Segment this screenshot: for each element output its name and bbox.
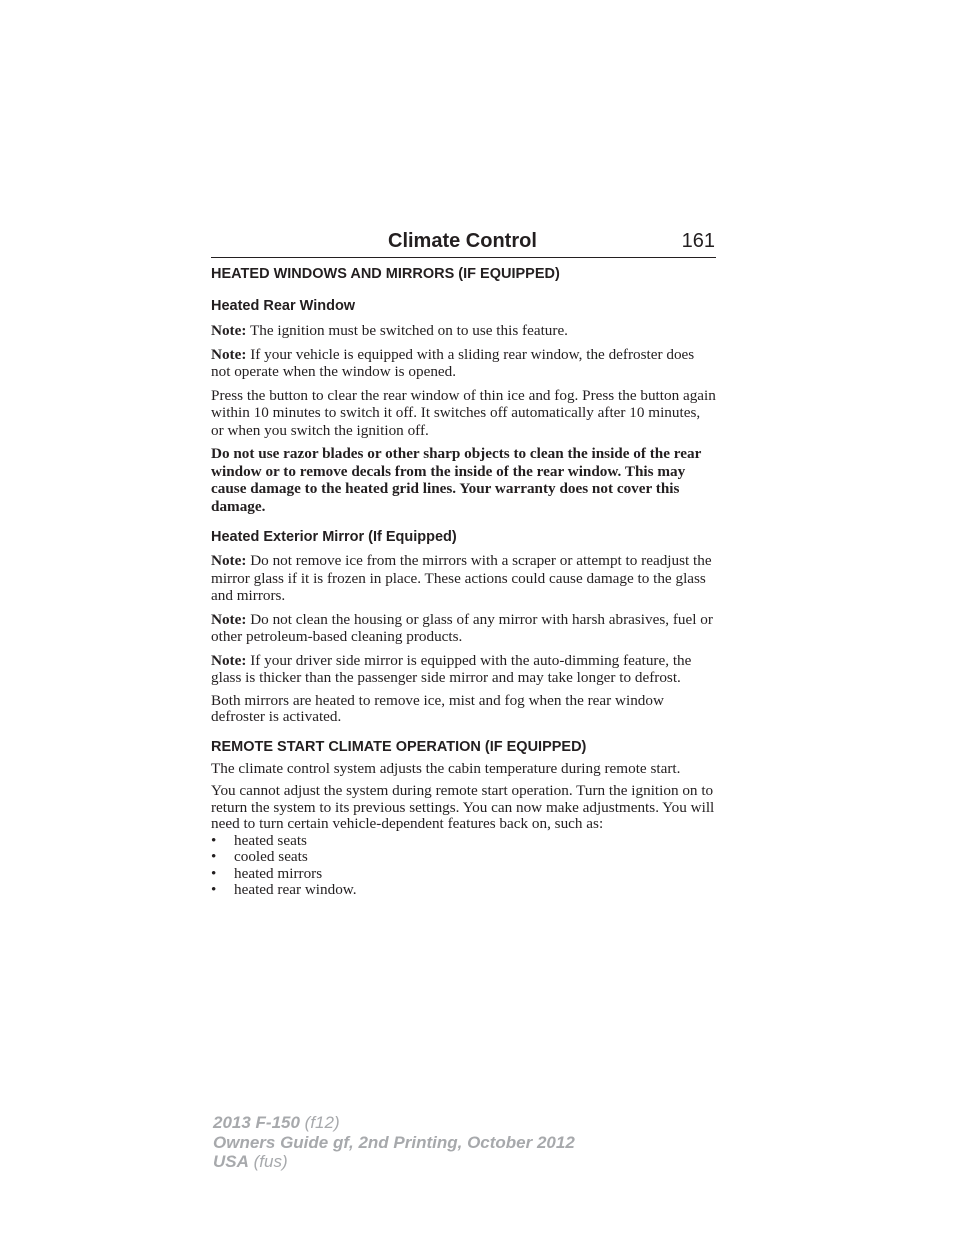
list-item xyxy=(211,833,716,850)
running-header xyxy=(211,228,716,258)
note-sliding-window xyxy=(211,346,716,381)
list-item xyxy=(211,849,716,866)
note-text: If your vehicle is equipped with a sliding rear window, the defroster does not operate when the window is opened. xyxy=(211,345,695,380)
footer-line-country xyxy=(213,1152,575,1172)
note-abrasives xyxy=(211,611,716,646)
note-text: If your driver side mirror is equipped with the auto-dimming feature, the glass is thicker than the passenger side mirror and may take longer to defrost. xyxy=(211,651,692,686)
footer-model-code: (f12) xyxy=(299,1113,340,1132)
section-heading-heated-windows: HEATED WINDOWS AND MIRRORS (IF EQUIPPED) xyxy=(211,266,560,282)
list-item-text: heated mirrors xyxy=(234,864,323,882)
note-text: Do not remove ice from the mirrors with a scraper or attempt to readjust the mirror glass if it is frozen in place. These actions could cause damage to the glass and mirrors. xyxy=(211,552,712,604)
feature-list xyxy=(211,833,716,899)
chapter-title: Climate Control xyxy=(388,230,537,252)
bullet-icon: • xyxy=(211,864,217,882)
page-content xyxy=(211,228,716,899)
list-item-text: cooled seats xyxy=(234,848,308,865)
footer-country-code: (fus) xyxy=(248,1152,288,1171)
note-label: Note: xyxy=(211,552,247,569)
list-item xyxy=(211,882,716,899)
section-heading-remote-start: REMOTE START CLIMATE OPERATION (IF EQUIPPED) xyxy=(211,738,587,755)
remote-start-para-1: The climate control system adjusts the cabin temperature during remote start. xyxy=(211,759,681,777)
footer-line-printing: Owners Guide gf, 2nd Printing, October 2012 xyxy=(213,1132,575,1152)
note-scraper xyxy=(211,552,716,605)
bullet-icon: • xyxy=(211,831,217,849)
subheading-heated-mirror: Heated Exterior Mirror (If Equipped) xyxy=(211,529,457,545)
list-item-text: heated seats xyxy=(234,831,307,849)
rear-window-instructions: Press the button to clear the rear window of thin ice and fog. Press the button again within 10 minutes to switch it off. It switches off automatically after 10 minutes, or when you switch the ignition off. xyxy=(211,386,716,439)
bullet-icon: • xyxy=(211,881,217,898)
page-number: 161 xyxy=(681,230,715,252)
note-text: Do not clean the housing or glass of any mirror with harsh abrasives, fuel or other petroleum-based cleaning products. xyxy=(211,610,713,645)
mirror-heating-description: Both mirrors are heated to remove ice, mist and fog when the rear window defroster is activated. xyxy=(211,691,664,725)
note-label: Note: xyxy=(211,651,247,669)
note-label: Note: xyxy=(211,610,247,628)
note-label: Note: xyxy=(211,345,247,363)
footer-country: USA xyxy=(213,1152,249,1171)
print-footer xyxy=(213,1113,575,1172)
footer-model: 2013 F-150 xyxy=(213,1113,300,1132)
note-text: The ignition must be switched on to use this feature. xyxy=(246,322,568,339)
note-ignition xyxy=(211,322,716,340)
note-auto-dimming xyxy=(211,652,716,687)
subheading-heated-rear-window: Heated Rear Window xyxy=(211,298,356,314)
list-item-text: heated rear window. xyxy=(234,881,357,898)
note-label: Note: xyxy=(211,322,247,339)
remote-start-para-2: You cannot adjust the system during remote start operation. Turn the ignition on to return the system to its previous settings. You can now make adjustments. You will need to turn certain vehicle-dependent features back on, such as: xyxy=(211,782,715,832)
bullet-icon: • xyxy=(211,848,217,865)
warning-razor-blades: Do not use razor blades or other sharp objects to clean the inside of the rear window or to remove decals from the inside of the rear window. This may cause damage to the heated grid lines. Your warranty does not cover this damage. xyxy=(211,445,702,515)
list-item xyxy=(211,866,716,883)
footer-line-model xyxy=(213,1113,575,1133)
